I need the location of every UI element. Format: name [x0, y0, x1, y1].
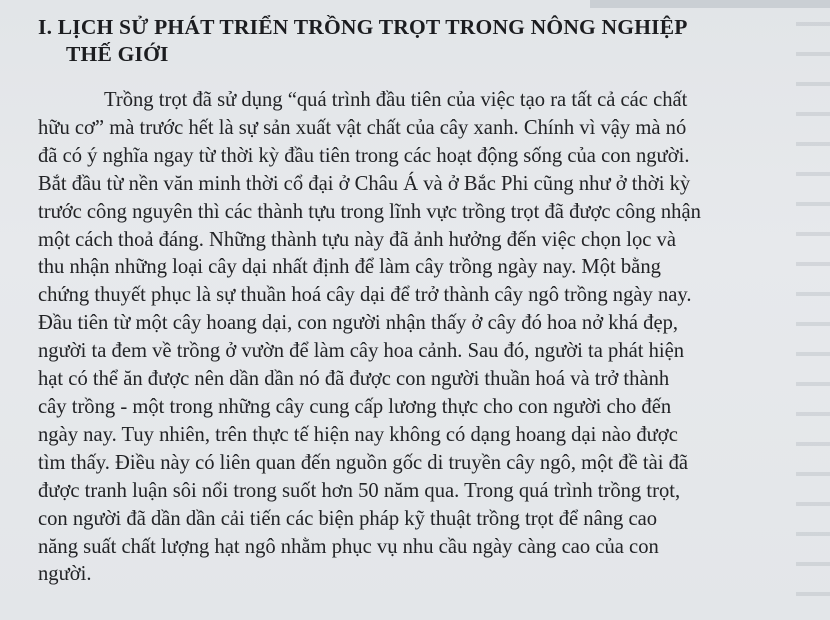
paragraph-line: Bắt đầu từ nền văn minh thời cổ đại ở Châu Á và ở Bắc Phi cũng như ở thời kỳ — [38, 172, 691, 195]
paragraph-line: được tranh luận sôi nổi trong suốt hơn 50 năm qua. Trong quá trình trồng trọt, — [38, 479, 681, 502]
bleed-through-top — [590, 0, 830, 8]
paragraph-line: năng suất chất lượng hạt ngô nhằm phục vụ nhu cầu ngày càng cao của con — [38, 535, 659, 558]
paragraph-line: hữu cơ” mà trước hết là sự sản xuất vật chất của cây xanh. Chính vì vậy mà nó — [38, 116, 687, 139]
paragraph-line: hạt có thể ăn được nên dần dần nó đã được con người thuần hoá và trở thành — [38, 368, 670, 391]
paragraph-line: con người đã dần dần cải tiến các biện pháp kỹ thuật trồng trọt để nâng cao — [38, 507, 658, 530]
paragraph-line: tìm thấy. Điều này có liên quan đến nguồn gốc di truyền cây ngô, một đề tài đã — [38, 451, 689, 474]
paragraph-line: chứng thuyết phục là sự thuần hoá cây dại để trở thành cây ngô trồng ngày nay. — [38, 284, 692, 307]
paragraph-line: người ta đem về trồng ở vườn để làm cây hoa cảnh. Sau đó, người ta phát hiện — [38, 340, 685, 363]
body-paragraph — [38, 87, 818, 589]
paragraph-line: thu nhận những loại cây dại nhất định để làm cây trồng ngày nay. Một bằng — [38, 256, 661, 279]
section-heading — [38, 14, 818, 68]
paragraph-line: trước công nguyên thì các thành tựu trong lĩnh vực trồng trọt đã được công nhận — [38, 200, 701, 223]
paragraph-line: Trồng trọt đã sử dụng “quá trình đầu tiên của việc tạo ra tất cả các chất — [104, 89, 688, 111]
paragraph-line: ngày nay. Tuy nhiên, trên thực tế hiện nay không có dạng hoang dại nào được — [38, 423, 678, 446]
section-heading-line: THẾ GIỚI — [66, 42, 169, 66]
section-heading-line: I. LỊCH SỬ PHÁT TRIỂN TRỒNG TRỌT TRONG NÔNG NGHIỆP — [38, 15, 688, 39]
paragraph-line: đã có ý nghĩa ngay từ thời kỳ đầu tiên trong các hoạt động sống của con người. — [38, 144, 690, 167]
paragraph-line: Đầu tiên từ một cây hoang dại, con người nhận thấy ở cây đó hoa nở khá đẹp, — [38, 312, 679, 335]
paragraph-line: cây trồng - một trong những cây cung cấp lương thực cho con người cho đến — [38, 395, 672, 418]
paragraph-line: một cách thoả đáng. Những thành tựu này đã ảnh hưởng đến việc chọn lọc và — [38, 228, 676, 251]
paragraph-line: người. — [38, 563, 92, 586]
